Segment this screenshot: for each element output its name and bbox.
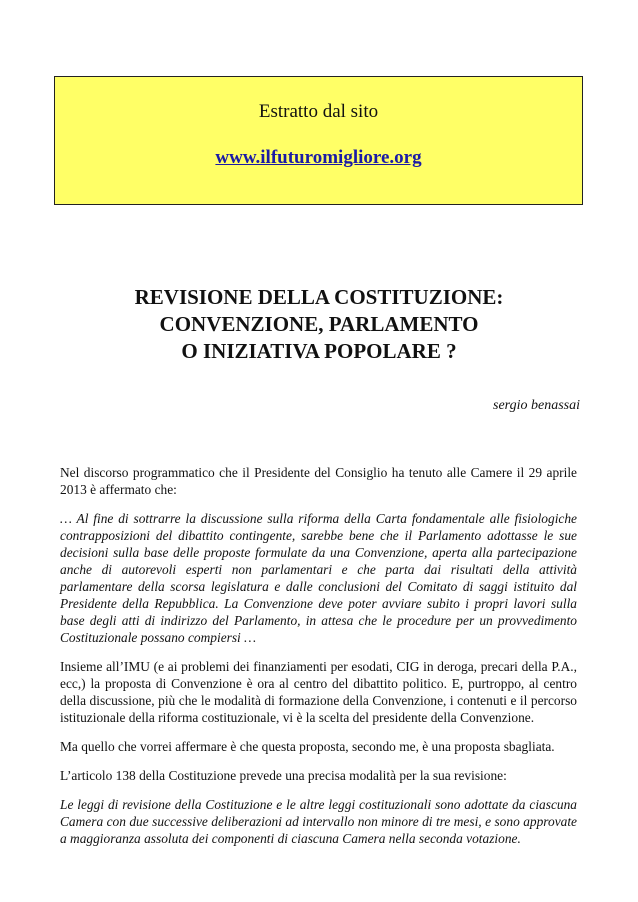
paragraph-intro: Nel discorso programmatico che il Presidente del Consiglio ha tenuto alle Camere il 29 aprile 2013 è affermato che:	[60, 465, 577, 497]
document-body	[60, 464, 577, 859]
header-banner	[54, 76, 583, 205]
paragraph-context: Insieme all’IMU (e ai problemi dei finanziamenti per esodati, CIG in deroga, precari della P.A., ecc,) la proposta di Convenzione è ora al centro del dibattito politico. E, purtroppo, al centro della discussione, più che le modalità di formazione della Convenzione, i contenuti e il percorso istituzionale della riforma costituzionale, vi è la scelta del presidente della Convenzione.	[60, 659, 577, 725]
paragraph-quote-speech: … Al fine di sottrarre la discussione sulla riforma della Carta fondamentale alle fisiologiche contrapposizioni del dibattito contingente, sarebbe bene che il Parlamento adottasse le sue decisioni sulla base delle proposte formulate da una Convenzione, aperta alla partecipazione anche di autorevoli esperti non parlamentari e che parta dai risultati della attività parlamentare della scorsa legislatura e dalle conclusioni del Comitato di saggi istituito dal Presidente della Repubblica. La Convenzione deve poter avviare subito i propri lavori sulla base degli atti di indirizzo del Parlamento, in attesa che le procedure per un provvedimento Costituzionale possano compiersi …	[60, 511, 577, 645]
site-link[interactable]: www.ilfuturomigliore.org	[215, 147, 422, 168]
paragraph-quote-article: Le leggi di revisione della Costituzione e le altre leggi costituzionali sono adottate da ciascuna Camera con due successive deliberazioni ad intervallo non minore di tre mesi, e sono approvate a maggioranza assoluta dei componenti di ciascuna Camera nella seconda votazione.	[60, 797, 577, 846]
banner-caption: Estratto dal sito	[258, 101, 379, 122]
author-name: sergio benassai	[493, 398, 580, 413]
document-title: REVISIONE DELLA COSTITUZIONE: CONVENZIONE, PARLAMENTO O INIZIATIVA POPOLARE ?	[134, 285, 504, 363]
paragraph-article-intro: L’articolo 138 della Costituzione prevede una precisa modalità per la sua revisione:	[60, 768, 507, 783]
paragraph-opinion: Ma quello che vorrei affermare è che questa proposta, secondo me, è una proposta sbagliata.	[60, 739, 555, 754]
